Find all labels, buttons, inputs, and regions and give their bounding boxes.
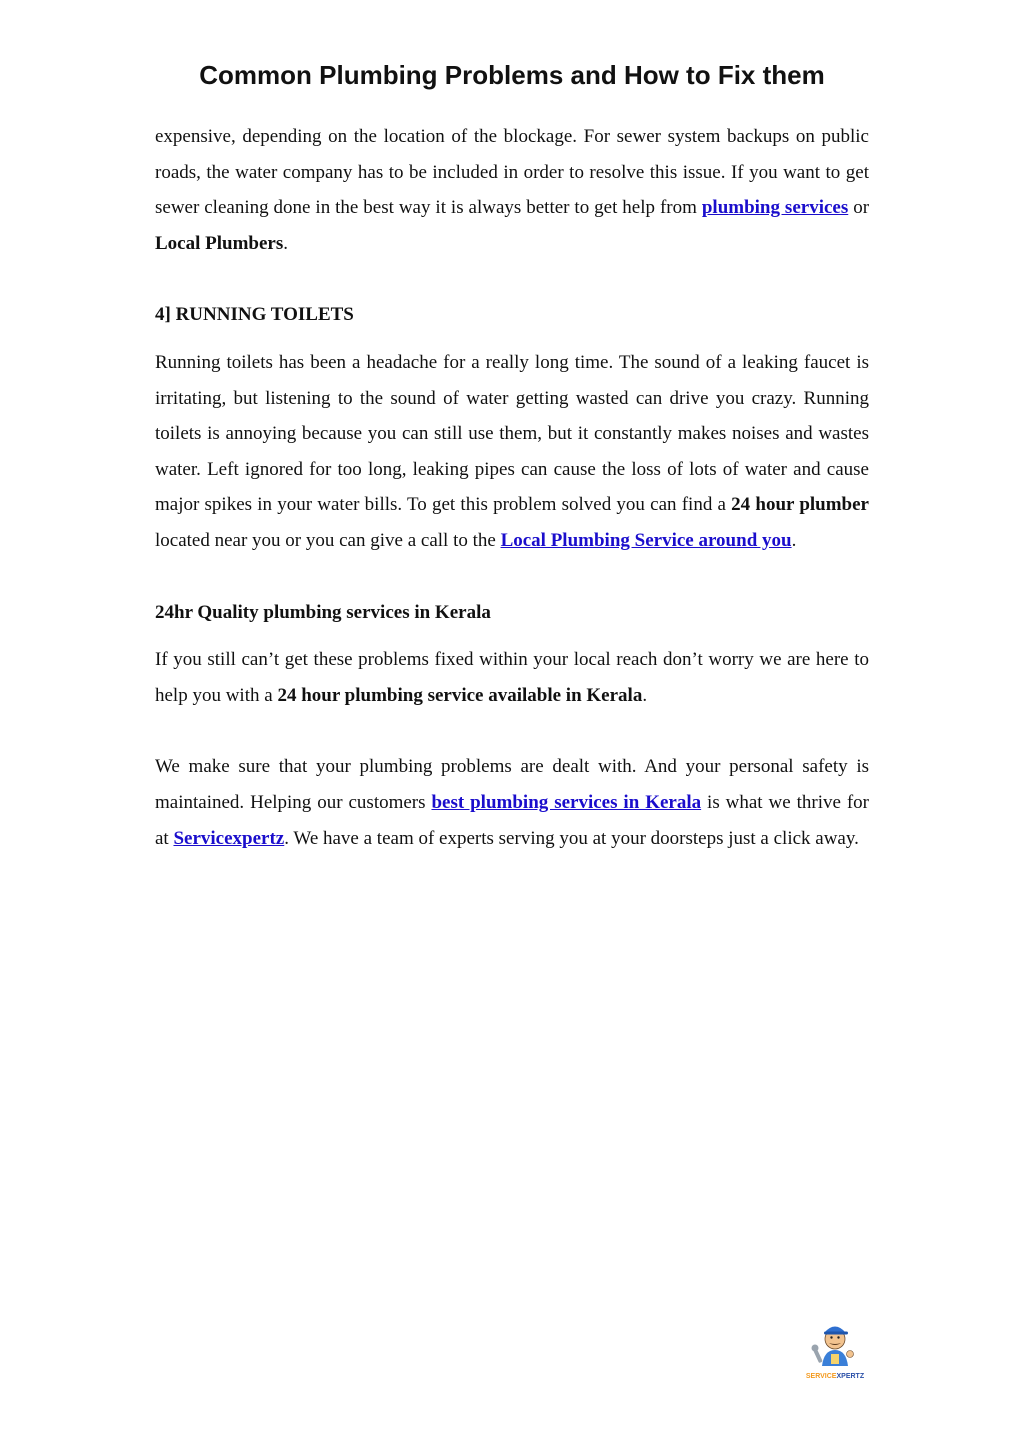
plumber-mascot-icon xyxy=(800,1314,870,1384)
servicexpertz-logo xyxy=(800,1314,870,1384)
kerala-p2-text: We make sure that your plumbing problems are dealt with. And your personal safety is maintained. Helping our customers xyxy=(155,756,869,813)
servicexpertz-link[interactable]: Servicexpertz xyxy=(173,827,285,849)
kerala-heading: 24hr Quality plumbing services in Kerala xyxy=(155,601,491,623)
24-hour-plumber-bold: 24 hour plumber xyxy=(731,494,869,516)
spacer xyxy=(155,713,869,749)
spacer xyxy=(155,559,869,595)
kerala-p2-text-mid: is what we thrive for at xyxy=(155,791,869,849)
page-title: Common Plumbing Problems and How to Fix them xyxy=(199,60,825,90)
best-plumbing-services-link[interactable]: best plumbing services in Kerala xyxy=(431,791,702,813)
running-toilets-text-mid: located near you or you can give a call to the xyxy=(155,529,501,551)
kerala-text: If you still can’t get these problems fixed within your local reach don’t worry we are here to help you with a xyxy=(155,649,869,706)
24-hour-service-bold: 24 hour plumbing service available in Kerala xyxy=(277,684,643,706)
intro-text-end: . xyxy=(283,232,288,254)
running-toilets-paragraph xyxy=(155,345,869,559)
spacer xyxy=(155,630,869,642)
running-toilets-text-end: . xyxy=(791,529,797,551)
document-body xyxy=(155,119,869,856)
spacer xyxy=(155,333,869,345)
spacer xyxy=(155,261,869,297)
intro-paragraph xyxy=(155,119,869,261)
kerala-paragraph-2 xyxy=(155,749,869,856)
plumbing-services-link[interactable]: plumbing services xyxy=(701,197,849,219)
kerala-text-end: . xyxy=(642,684,648,706)
running-toilets-heading: 4] RUNNING TOILETS xyxy=(155,304,354,326)
svg-text:SERVICEXPERTZ: SERVICEXPERTZ xyxy=(805,1373,865,1380)
kerala-paragraph-1 xyxy=(155,642,869,713)
kerala-p2-text-end: . We have a team of experts serving you at your doorsteps just a click away. xyxy=(284,827,859,849)
running-toilets-text: Running toilets has been a headache for a really long time. The sound of a leaking faucet is irritating, but listening to the sound of water getting wasted can drive you crazy. Running toilets is annoying because you can still use them, but it constantly makes noises and wastes water. Left ignored for too long, leaking pipes can cause the loss of lots of water and cause major spikes in your water bills. To get this problem solved you can find a xyxy=(155,351,869,516)
intro-text: expensive, depending on the location of the blockage. For sewer system backups on public roads, the water company has to be included in order to resolve this issue. If you want to get sewer cleaning done in the best way it is always better to get help from xyxy=(155,126,869,219)
intro-text-mid: or xyxy=(848,197,870,219)
local-plumbers-bold: Local Plumbers xyxy=(155,232,284,254)
local-plumbing-service-link[interactable]: Local Plumbing Service around you xyxy=(500,529,792,551)
